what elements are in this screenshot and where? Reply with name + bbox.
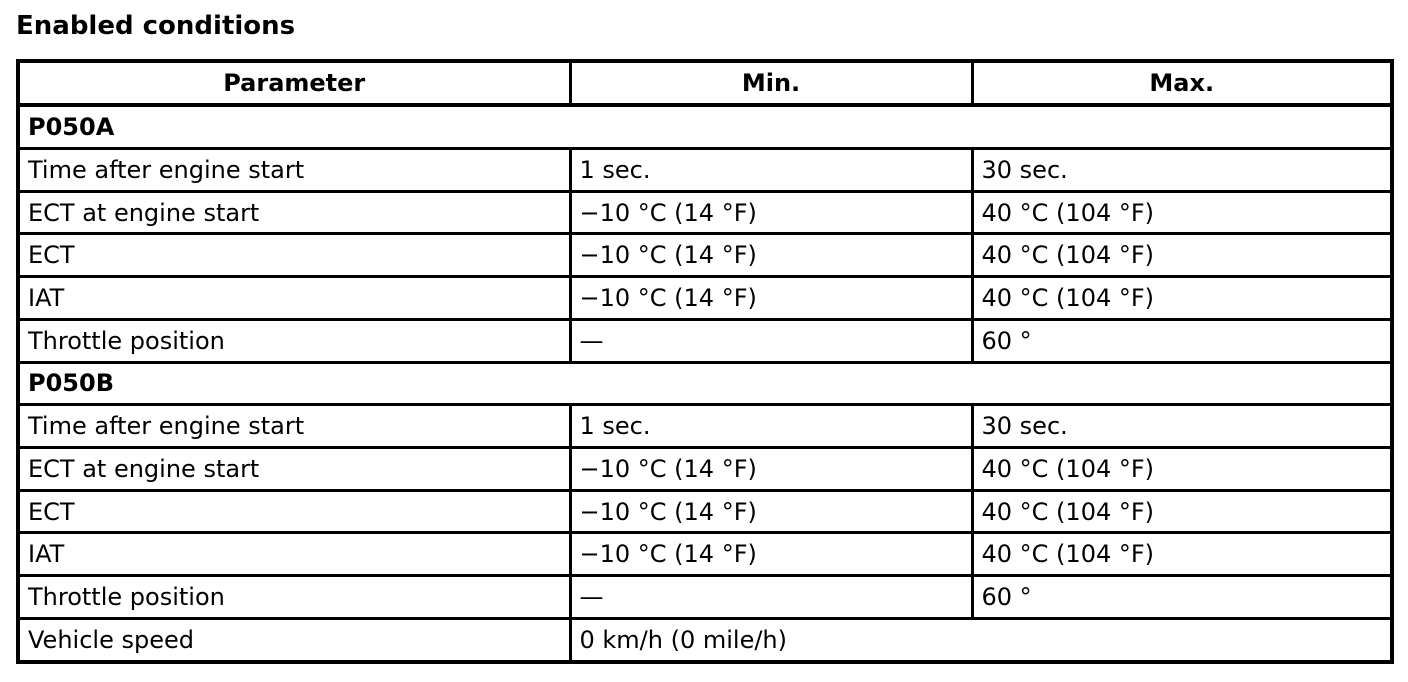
section-row-p050a	[18, 105, 1392, 148]
min-cell: —	[570, 576, 972, 619]
table-row	[18, 618, 1392, 662]
max-cell: 40 °C (104 °F)	[972, 533, 1392, 576]
parameter-cell: IAT	[18, 277, 570, 320]
parameter-cell: Time after engine start	[18, 405, 570, 448]
min-cell: −10 °C (14 °F)	[570, 490, 972, 533]
min-cell: —	[570, 319, 972, 362]
table-row	[18, 191, 1392, 234]
min-cell: −10 °C (14 °F)	[570, 533, 972, 576]
min-cell: −10 °C (14 °F)	[570, 191, 972, 234]
max-cell: 40 °C (104 °F)	[972, 191, 1392, 234]
parameter-cell: IAT	[18, 533, 570, 576]
max-cell: 40 °C (104 °F)	[972, 490, 1392, 533]
section-code: P050B	[18, 362, 1392, 405]
table-row	[18, 533, 1392, 576]
parameter-cell: Throttle position	[18, 319, 570, 362]
max-cell: 40 °C (104 °F)	[972, 234, 1392, 277]
parameter-cell: Throttle position	[18, 576, 570, 619]
table-row	[18, 319, 1392, 362]
parameter-cell: ECT	[18, 490, 570, 533]
table-row	[18, 576, 1392, 619]
min-cell: −10 °C (14 °F)	[570, 448, 972, 491]
parameter-cell: Vehicle speed	[18, 618, 570, 662]
table-row	[18, 405, 1392, 448]
max-cell: 40 °C (104 °F)	[972, 448, 1392, 491]
table-row	[18, 149, 1392, 192]
table-row	[18, 277, 1392, 320]
header-min: Min.	[570, 61, 972, 105]
parameter-cell: ECT at engine start	[18, 191, 570, 234]
table-row	[18, 234, 1392, 277]
parameter-cell: Time after engine start	[18, 149, 570, 192]
table-row	[18, 490, 1392, 533]
max-cell: 60 °	[972, 319, 1392, 362]
min-cell: −10 °C (14 °F)	[570, 277, 972, 320]
max-cell: 30 sec.	[972, 149, 1392, 192]
min-cell: −10 °C (14 °F)	[570, 234, 972, 277]
min-cell: 1 sec.	[570, 149, 972, 192]
header-max: Max.	[972, 61, 1392, 105]
parameter-cell: ECT at engine start	[18, 448, 570, 491]
min-max-cell: 0 km/h (0 mile/h)	[570, 618, 1392, 662]
section-row-p050b	[18, 362, 1392, 405]
parameter-cell: ECT	[18, 234, 570, 277]
min-cell: 1 sec.	[570, 405, 972, 448]
table-header-row	[18, 61, 1392, 105]
header-parameter: Parameter	[18, 61, 570, 105]
max-cell: 40 °C (104 °F)	[972, 277, 1392, 320]
max-cell: 60 °	[972, 576, 1392, 619]
section-code: P050A	[18, 105, 1392, 148]
page-title: Enabled conditions	[16, 11, 296, 41]
table-row	[18, 448, 1392, 491]
enabled-conditions-table	[16, 59, 1394, 664]
max-cell: 30 sec.	[972, 405, 1392, 448]
